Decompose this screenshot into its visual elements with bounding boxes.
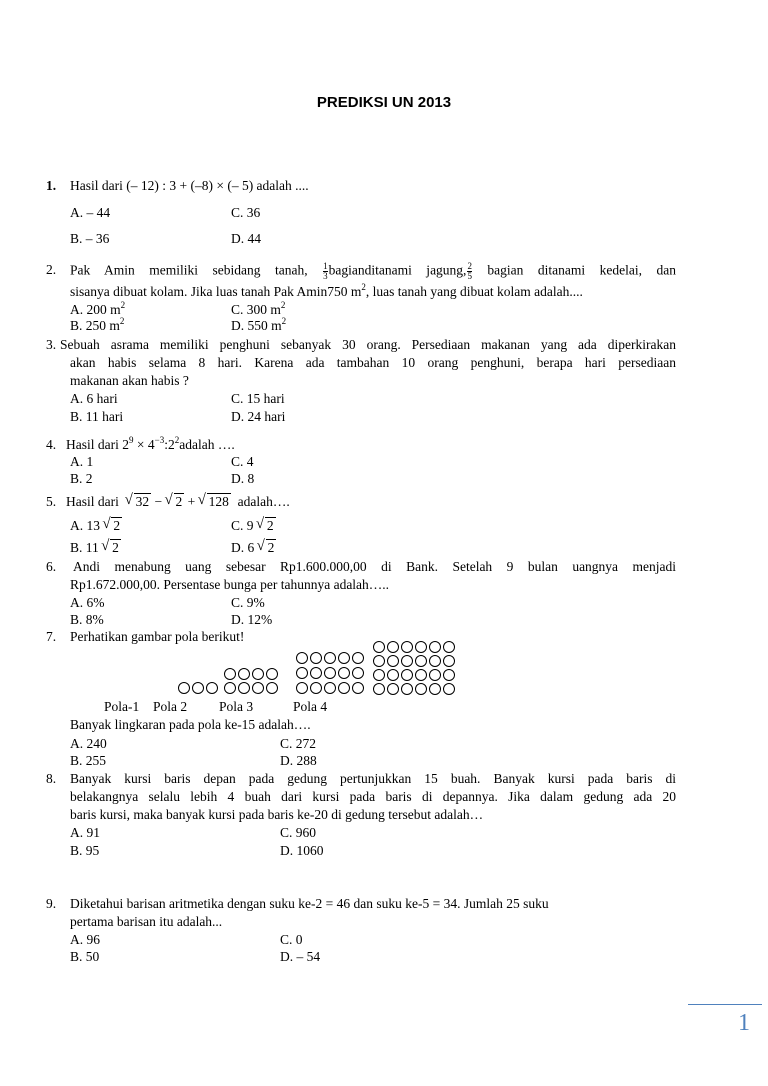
pattern-circle <box>206 682 218 694</box>
q6-option-c: C. 9% <box>231 595 265 610</box>
pattern-circle <box>352 652 364 664</box>
pattern-circle <box>192 682 204 694</box>
q5-option-b: B. 11 √ 2 <box>70 540 121 556</box>
pattern-circle <box>178 682 190 694</box>
pattern-circle <box>296 682 308 694</box>
pattern-circle <box>373 655 385 667</box>
fraction-one-third: $\frac{1}{3}$ <box>323 261 328 281</box>
pattern-circle <box>401 669 413 681</box>
q2-text-post: bagian ditanami kedelai, dan <box>472 262 676 278</box>
pattern-circle <box>338 652 350 664</box>
pattern-circle <box>415 641 427 653</box>
pattern-circle <box>266 668 278 680</box>
pattern-circle <box>415 655 427 667</box>
q1-option-a: A. – 44 <box>70 205 111 220</box>
pattern-circle <box>415 683 427 695</box>
pattern-circle <box>238 682 250 694</box>
q4-option-a: A. 1 <box>70 454 94 469</box>
q9-option-b: B. 50 <box>70 949 100 964</box>
pattern-circle <box>296 667 308 679</box>
pattern-circle <box>373 641 385 653</box>
q8-line1: Banyak kursi baris depan pada gedung pertunjukkan 15 buah. Banyak kursi pada baris di <box>70 771 676 786</box>
q9-line2: pertama barisan itu adalah... <box>70 914 223 929</box>
pattern-circle <box>443 655 455 667</box>
q5-option-a: A. 13 √ 2 <box>70 518 122 534</box>
q6-option-b: B. 8% <box>70 612 104 627</box>
pattern-circle <box>310 652 322 664</box>
q5-text: Hasil dari √ 32 − √ 2 + √ 128 adalah…. <box>66 494 290 510</box>
pattern-circle <box>429 669 441 681</box>
q8-option-c: C. 960 <box>280 825 317 840</box>
pattern-circle <box>387 655 399 667</box>
q2-number: 2. <box>46 262 57 277</box>
q3-option-d: D. 24 hari <box>231 409 286 424</box>
pattern-circle <box>429 683 441 695</box>
q2-line2: sisanya dibuat kolam. Jika luas tanah Pak Amin750 $m^2$, luas tanah yang dibuat kolam adalah.... <box>70 282 583 299</box>
q4-option-c: C. 4 <box>231 454 254 469</box>
q6-line1: Andi menabung uang sebesar Rp1.600.000,00 di Bank. Setelah 9 bulan uangnya menjadi <box>73 559 676 574</box>
q6-option-d: D. 12% <box>231 612 273 627</box>
q8-option-d: D. 1060 <box>280 843 324 858</box>
pattern-circle <box>443 641 455 653</box>
q3-option-a: A. 6 hari <box>70 391 118 406</box>
q9-number: 9. <box>46 896 57 911</box>
q3-line3: makanan akan habis ? <box>70 373 189 388</box>
pattern-circle <box>296 652 308 664</box>
q1-option-d: D. 44 <box>231 231 261 246</box>
pattern-circle <box>338 667 350 679</box>
q2-text-pre: Pak Amin memiliki sebidang tanah, <box>70 262 323 278</box>
q3-number: 3. <box>46 337 57 352</box>
pattern-label-1: Pola-1 <box>104 699 140 714</box>
q9-line1: Diketahui barisan aritmetika dengan suku ke-2 = 46 dan suku ke-5 = 34. Jumlah 25 suku <box>70 896 549 911</box>
pattern-circle <box>387 669 399 681</box>
pattern-circle <box>373 683 385 695</box>
pattern-circle <box>429 641 441 653</box>
pattern-circle <box>252 682 264 694</box>
q9-option-a: A. 96 <box>70 932 100 947</box>
pattern-circle <box>238 668 250 680</box>
pattern-circle <box>324 652 336 664</box>
q3-option-b: B. 11 hari <box>70 409 124 424</box>
pattern-circle <box>443 683 455 695</box>
q9-option-c: C. 0 <box>280 932 303 947</box>
q9-option-d: D. – 54 <box>280 949 321 964</box>
pattern-circle <box>324 667 336 679</box>
q7-text: Perhatikan gambar pola berikut! <box>70 629 245 644</box>
footer-rule <box>688 1004 762 1005</box>
q7-number: 7. <box>46 629 57 644</box>
q7-option-b: B. 255 <box>70 753 107 768</box>
q5-number: 5. <box>46 494 57 509</box>
q1-text: Hasil dari (– 12) : 3 + (–8) × (– 5) adalah .... <box>70 178 309 193</box>
pattern-circle <box>401 641 413 653</box>
q5-option-d: D. 6 √ 2 <box>231 540 276 556</box>
q7-option-a: A. 240 <box>70 736 107 751</box>
q3-line2: akan habis selama 8 hari. Karena ada tambahan 10 orang penghuni, berapa hari persediaan <box>70 355 676 370</box>
pattern-circle <box>224 682 236 694</box>
q2-option-b: B. 250 $m^2$ <box>70 316 125 333</box>
page-number: 1 <box>738 1010 750 1036</box>
q2-text-mid: bagianditanami jagung, <box>328 262 467 278</box>
q7-question: Banyak lingkaran pada pola ke-15 adalah…. <box>70 717 311 732</box>
pattern-circle <box>338 682 350 694</box>
pattern-circle <box>352 667 364 679</box>
pattern-label-2: Pola 2 <box>153 699 188 714</box>
q7-option-d: D. 288 <box>280 753 317 768</box>
q4-option-d: D. 8 <box>231 471 255 486</box>
q4-number: 4. <box>46 437 57 452</box>
pattern-circle <box>387 641 399 653</box>
q4-text: Hasil dari $2^9$ × $4^{-3}:2^2adalah$ …. <box>66 435 235 452</box>
page-title: PREDIKSI UN 2013 <box>316 94 452 111</box>
pattern-circle <box>324 682 336 694</box>
q2-line1 <box>70 262 676 281</box>
q8-line2: belakangnya selalu lebih 4 buah dari kursi pada baris di depannya. Jika dalam gedung ada 20 <box>70 789 676 804</box>
pattern-circle <box>373 669 385 681</box>
q6-number: 6. <box>46 559 57 574</box>
q5-option-c: C. 9 √ 2 <box>231 518 276 534</box>
q3-line1: Sebuah asrama memiliki penghuni sebanyak 30 orang. Persediaan makanan yang ada diperkirakan <box>60 337 676 352</box>
pattern-circle <box>310 667 322 679</box>
pattern-circle <box>352 682 364 694</box>
q1-option-c: C. 36 <box>231 205 261 220</box>
q8-option-b: B. 95 <box>70 843 100 858</box>
q6-option-a: A. 6% <box>70 595 105 610</box>
pattern-label-4: Pola 4 <box>293 699 328 714</box>
pattern-circle <box>401 655 413 667</box>
fraction-two-fifths: $\frac{2}{5}$ <box>467 261 472 281</box>
q6-line2: Rp1.672.000,00. Persentase bunga per tahunnya adalah….. <box>70 577 390 592</box>
q7-option-c: C. 272 <box>280 736 317 751</box>
q2-option-d: D. 550 $m^2$ <box>231 316 287 333</box>
q1-option-b: B. – 36 <box>70 231 110 246</box>
q8-number: 8. <box>46 771 57 786</box>
pattern-circle <box>401 683 413 695</box>
pattern-label-3: Pola 3 <box>219 699 254 714</box>
pattern-circle <box>429 655 441 667</box>
pattern-circle <box>415 669 427 681</box>
q2-option-c: C. 300 $m^2$ <box>231 300 286 317</box>
q8-line3: baris kursi, maka banyak kursi pada baris ke-20 di gedung tersebut adalah… <box>70 807 484 822</box>
q2-option-a: A. 200 $m^2$ <box>70 300 126 317</box>
pattern-circle <box>266 682 278 694</box>
q3-option-c: C. 15 hari <box>231 391 285 406</box>
q1-number: 1. <box>46 178 57 193</box>
pattern-circle <box>387 683 399 695</box>
pattern-circle <box>443 669 455 681</box>
pattern-circle <box>224 668 236 680</box>
q4-option-b: B. 2 <box>70 471 93 486</box>
pattern-circle <box>310 682 322 694</box>
pattern-circle <box>252 668 264 680</box>
q8-option-a: A. 91 <box>70 825 100 840</box>
